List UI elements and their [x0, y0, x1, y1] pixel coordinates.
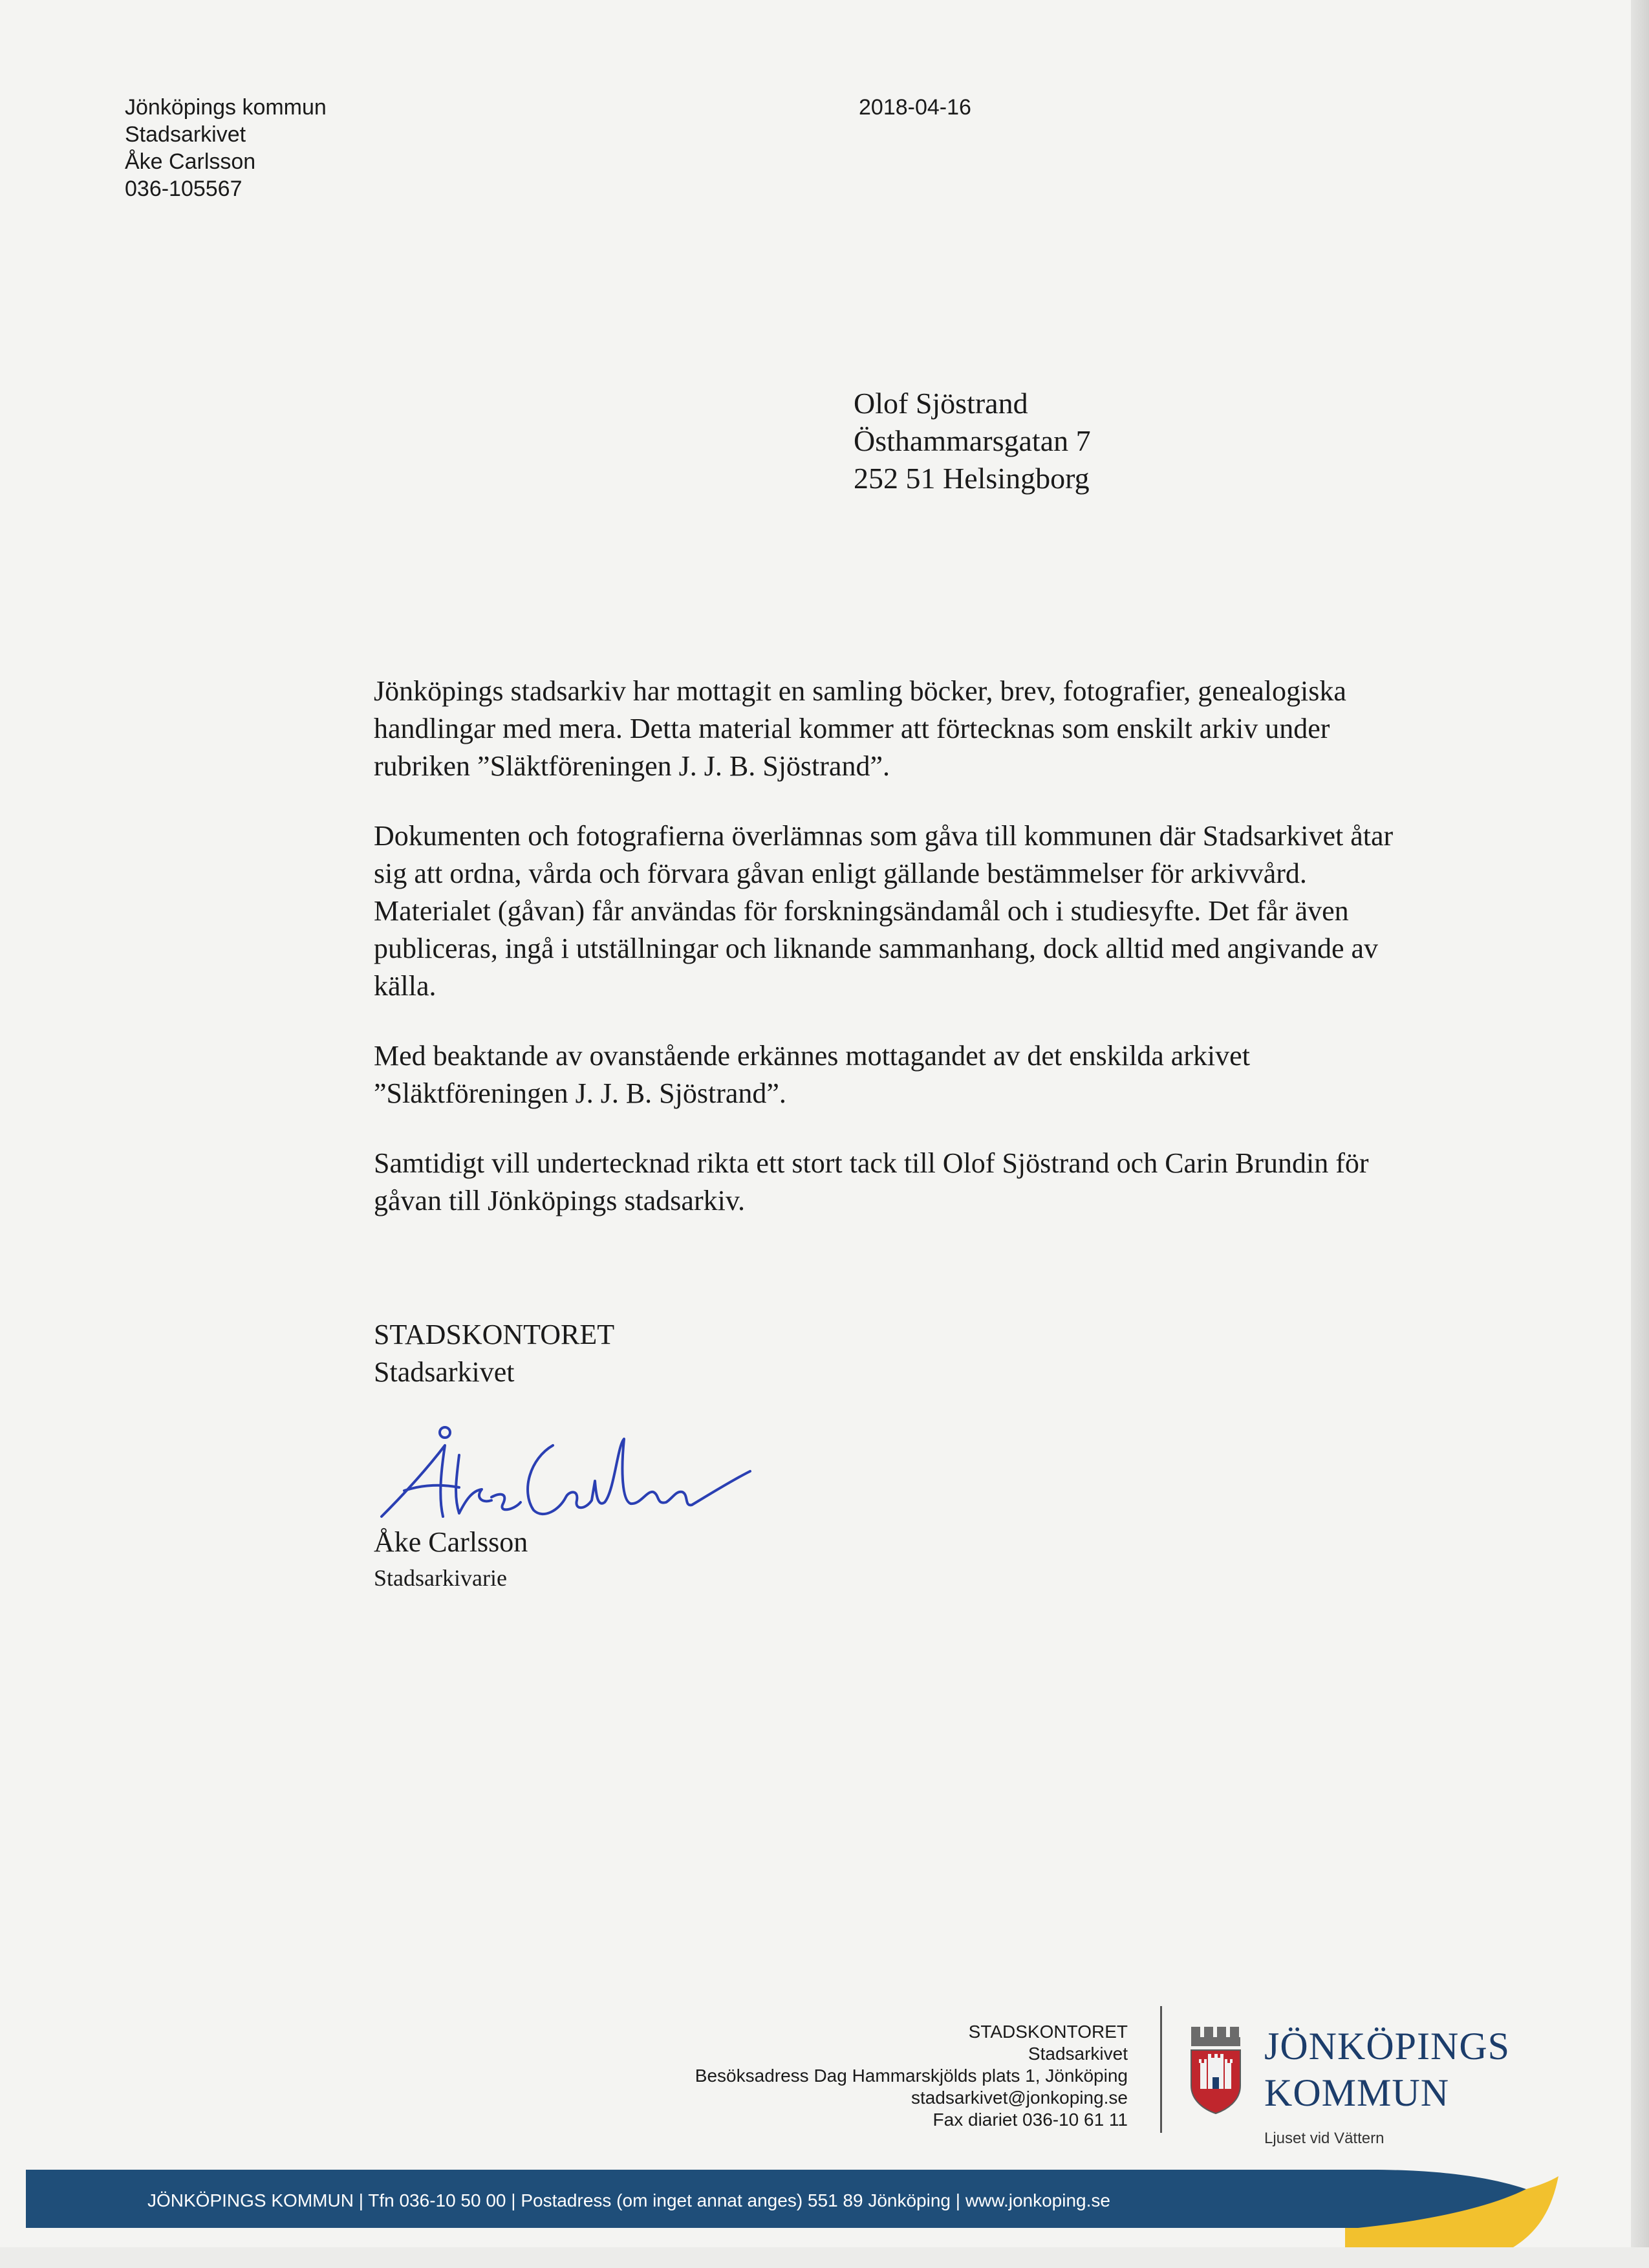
footer-band-text: JÖNKÖPINGS KOMMUN | Tfn 036-10 50 00 | Postadress (om inget annat anges) 551 89 Jönköping | www.jonkoping.se — [147, 2190, 1110, 2210]
sender-line: Jönköpings kommun — [125, 95, 327, 120]
footer-contact-line: Stadsarkivet — [1028, 2044, 1128, 2064]
body-paragraph: Samtidigt vill undertecknad rikta ett stort tack till Olof Sjöstrand och Carin Brundin för gåvan till Jönköpings stadsarkiv. — [374, 1147, 1369, 1216]
footer-contact-line: stadsarkivet@jonkoping.se — [911, 2088, 1128, 2108]
signer-title: Stadsarkivarie — [374, 1565, 507, 1591]
footer-divider — [1160, 2006, 1162, 2133]
paper-edge — [1631, 0, 1649, 2268]
bottom-margin — [0, 2247, 1649, 2268]
sender-line: 036-105567 — [125, 177, 242, 201]
brand-logo-text — [1264, 2023, 1510, 2116]
body-paragraph: Jönköpings stadsarkiv har mottagit en samling böcker, brev, fotografier, genealogiska handlingar med mera. Detta material kommer att förtecknas som enskilt arkiv under rubriken ”Släktföreningen J. J. B. Sjöstrand”. — [374, 675, 1346, 782]
body-paragraph: Med beaktande av ovanstående erkännes mottagandet av det enskilda arkivet ”Släktföreningen J. J. B. Sjöstrand”. — [374, 1040, 1250, 1109]
letter-date: 2018-04-16 — [859, 95, 971, 120]
footer-contact-line: Besöksadress Dag Hammarskjölds plats 1, Jönköping — [695, 2066, 1128, 2086]
recipient-line: Olof Sjöstrand — [854, 387, 1028, 420]
recipient-line: 252 51 Helsingborg — [854, 462, 1090, 495]
letter-body — [374, 673, 1415, 1252]
sender-address — [125, 94, 327, 202]
coat-of-arms-icon — [1189, 2024, 1244, 2115]
recipient-line: Östhammarsgatan 7 — [854, 424, 1091, 457]
sender-line: Stadsarkivet — [125, 122, 246, 147]
sender-line: Åke Carlsson — [125, 149, 256, 174]
closing-unit: Stadsarkivet — [374, 1356, 515, 1388]
footer-contact-line: STADSKONTORET — [968, 2022, 1128, 2042]
brand-line: KOMMUN — [1264, 2071, 1450, 2114]
footer-contact — [695, 2021, 1128, 2131]
closing-block — [374, 1316, 614, 1391]
handwritten-signature — [369, 1420, 770, 1536]
signer-name: Åke Carlsson — [374, 1526, 528, 1558]
closing-office: STADSKONTORET — [374, 1319, 615, 1350]
brand-line: JÖNKÖPINGS — [1264, 2025, 1511, 2068]
body-paragraph: Dokumenten och fotografierna överlämnas som gåva till kommunen där Stadsarkivet åtar sig att ordna, vårda och förvara gåvan enligt gällande bestämmelser för arkivvård. Materialet (gåvan) får användas för forskningsändamål och i studiesyfte. Det får även publiceras, ingå i utställningar och liknande sammanhang, dock alltid med angivande av källa. — [374, 820, 1394, 1002]
recipient-address — [854, 385, 1091, 497]
footer-contact-line: Fax diariet 036-10 61 11 — [932, 2110, 1128, 2130]
brand-tagline: Ljuset vid Vättern — [1264, 2130, 1385, 2147]
